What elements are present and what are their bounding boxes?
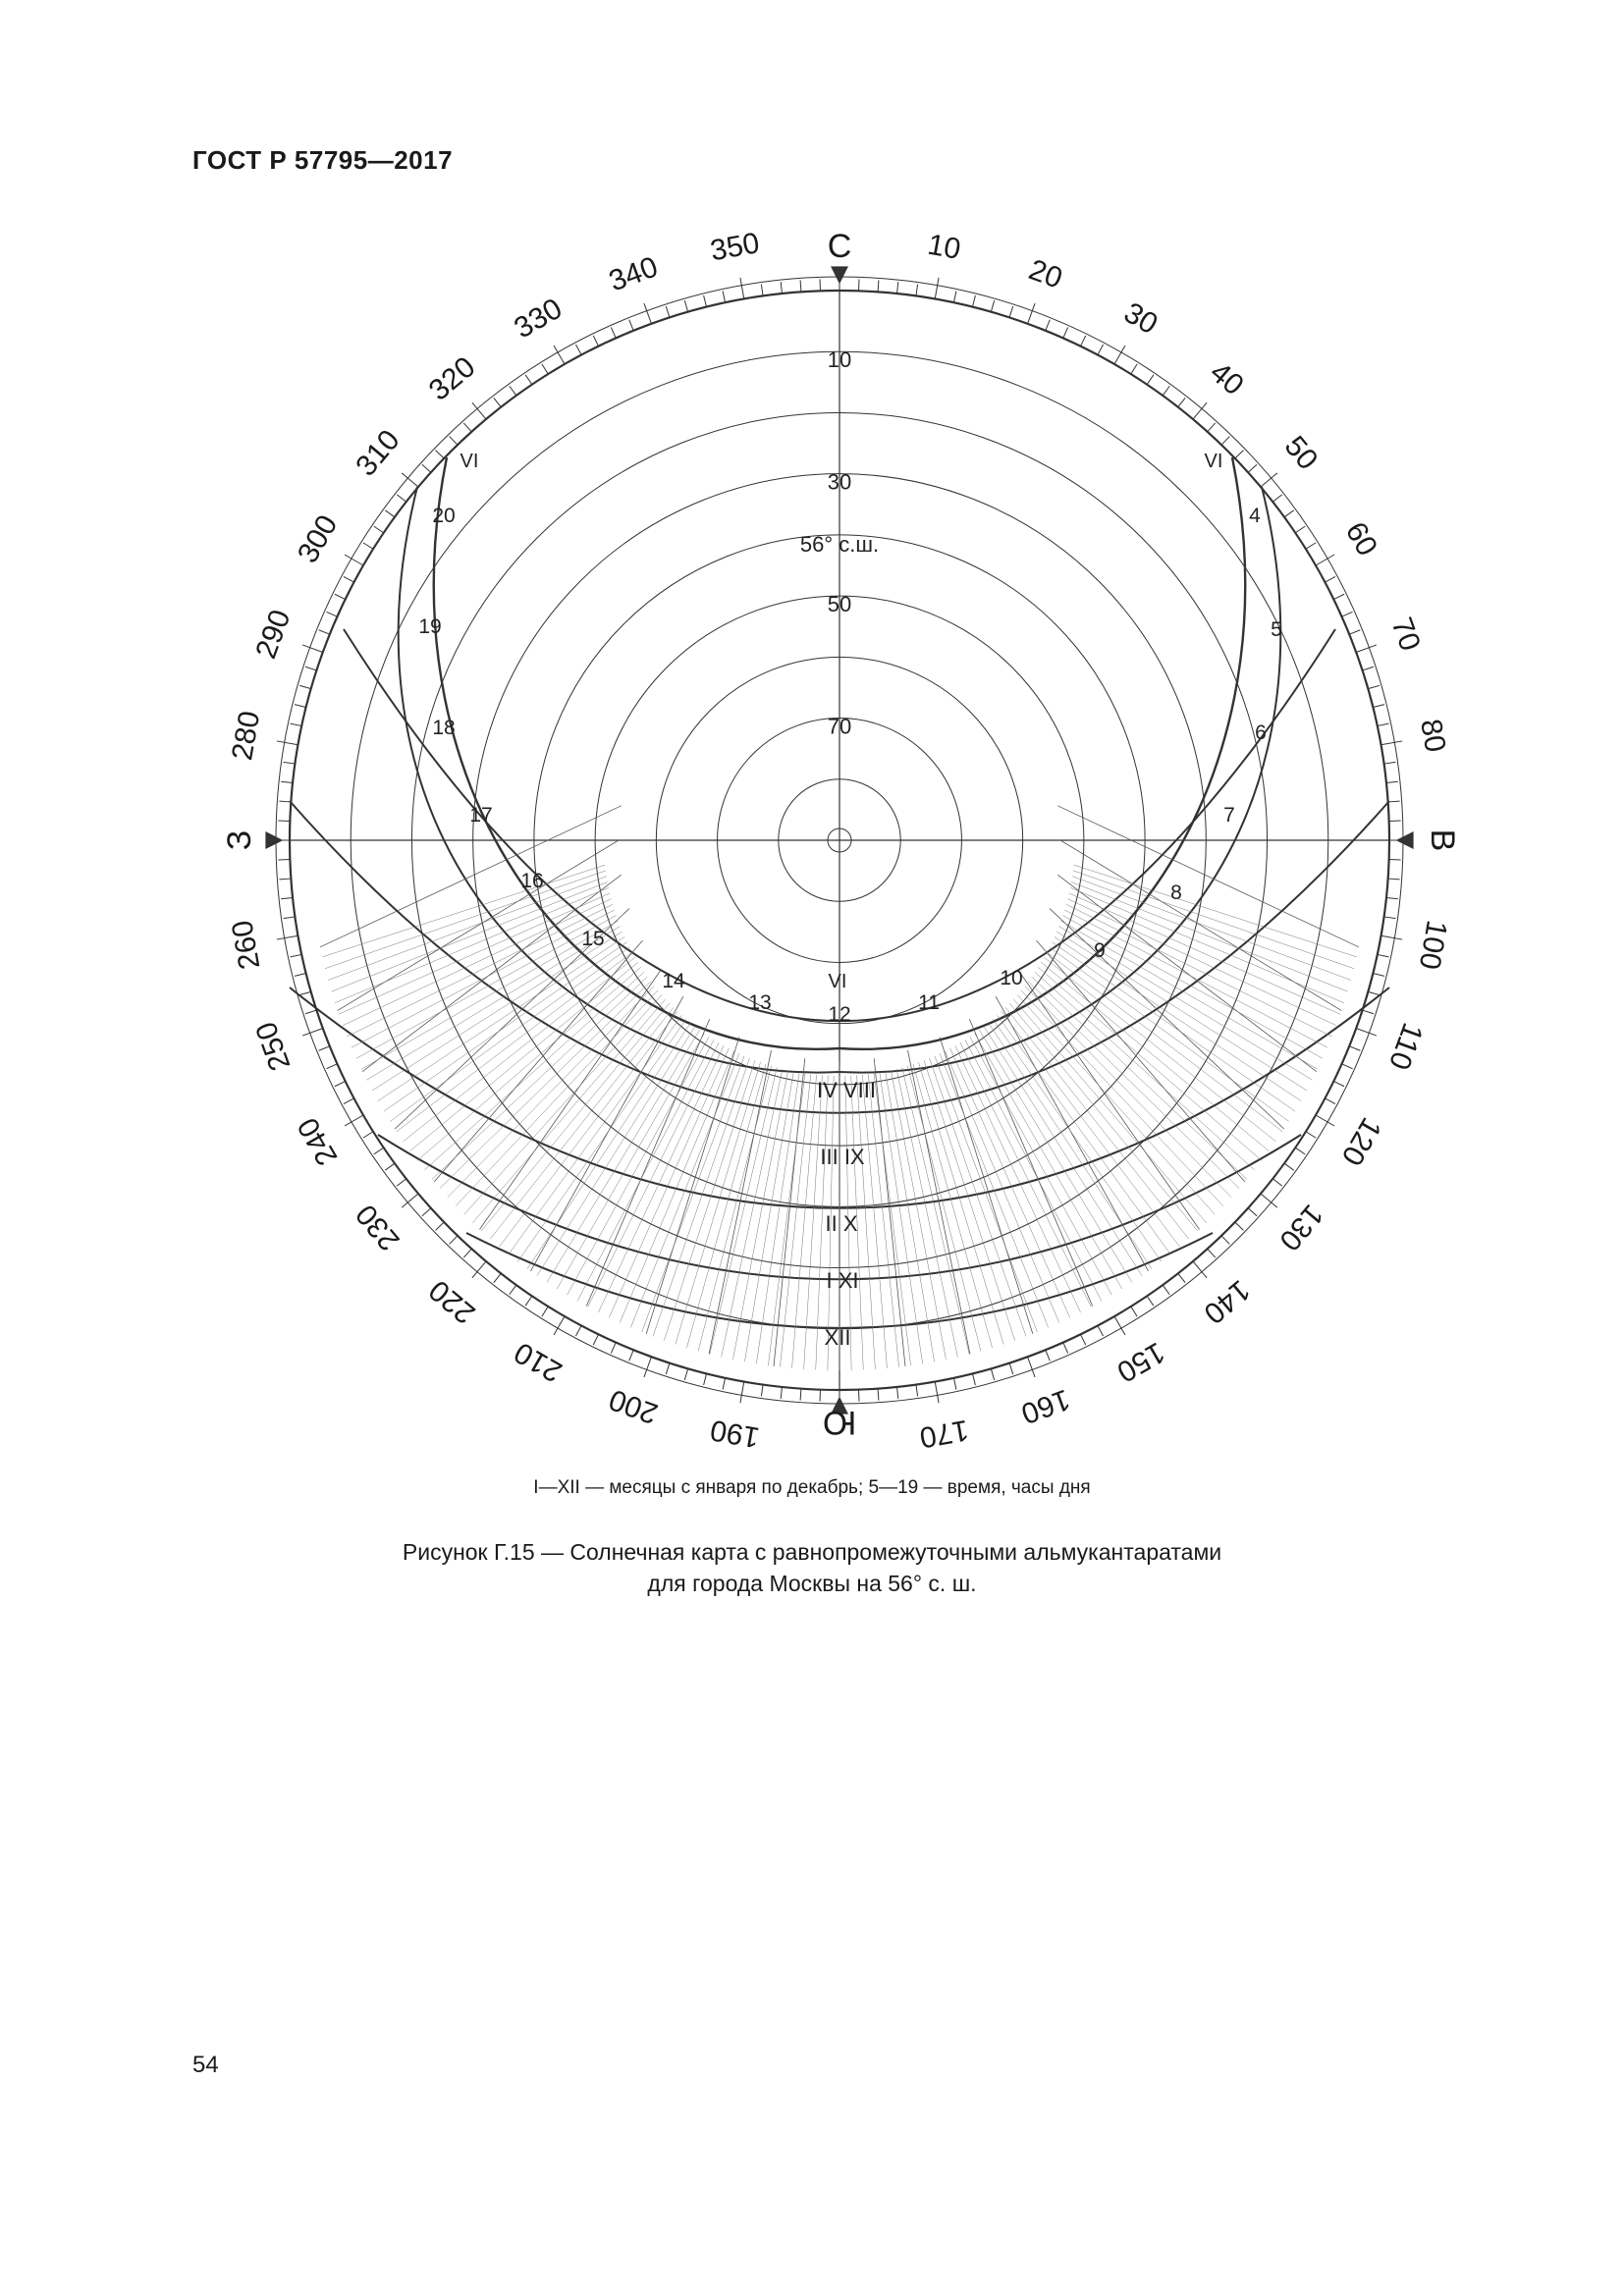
azimuth-label: 80 [1414, 717, 1452, 755]
azimuth-label: 50 [1277, 430, 1325, 476]
hour-label: 11 [918, 991, 940, 1014]
scale-tick [319, 630, 330, 634]
scale-tick [397, 495, 406, 502]
scale-tick [666, 1363, 670, 1374]
scale-tick [374, 526, 384, 533]
hatch-line [378, 936, 624, 1100]
hatch-line [710, 1067, 777, 1354]
hatch-line [868, 1074, 898, 1366]
scale-tick [991, 1368, 994, 1380]
document-header: ГОСТ Р 57795—2017 [192, 145, 454, 175]
month-label-mar-sep: III IX [820, 1145, 865, 1169]
scale-tick [972, 295, 975, 307]
scale-tick [781, 282, 782, 294]
hour-label: 5 [1271, 618, 1282, 641]
scale-tick [397, 1179, 406, 1186]
scale-tick [281, 781, 293, 782]
scale-tick [1386, 898, 1398, 899]
hatch-line [955, 1045, 1081, 1312]
hatch-line [880, 1072, 923, 1363]
hatch-line [339, 893, 610, 1014]
scale-tick [344, 576, 354, 582]
scale-tick [1380, 741, 1402, 745]
scale-tick [1080, 1334, 1085, 1345]
hour-line [874, 1058, 905, 1366]
azimuth-label: 120 [1334, 1111, 1388, 1171]
scale-tick [1378, 723, 1389, 725]
latitude-label: 56° с.ш. [799, 532, 880, 557]
scale-tick [510, 386, 516, 396]
hour-label: 15 [581, 928, 605, 950]
month-label-vi-bottom: VI [828, 971, 847, 992]
hatch-line [322, 865, 605, 957]
hour-label: 4 [1249, 505, 1261, 527]
scale-tick [305, 667, 316, 670]
hatch-line [1047, 952, 1282, 1132]
caption-line-2: для города Москвы на 56° с. ш. [647, 1571, 977, 1596]
scale-tick [284, 917, 296, 919]
hatch-line [1038, 967, 1262, 1160]
hatch-line [1070, 887, 1344, 1002]
scale-tick [1368, 685, 1380, 688]
scale-tick [1235, 451, 1244, 458]
scale-tick [1248, 1208, 1257, 1216]
hatch-line [642, 1056, 745, 1332]
azimuth-label: 240 [291, 1111, 345, 1171]
scale-tick [1386, 781, 1398, 782]
hour-label: 18 [432, 717, 456, 739]
scale-tick [1363, 1010, 1374, 1014]
hatch-line [1021, 990, 1223, 1206]
hatch-line [1074, 865, 1357, 957]
scale-tick [1284, 1163, 1294, 1170]
scale-tick [1221, 1236, 1229, 1245]
hatch-line [907, 1066, 981, 1352]
azimuth-label: 110 [1381, 1018, 1430, 1074]
altitude-label: 10 [827, 347, 852, 373]
figure-legend: I—XII — месяцы с января по декабрь; 5—19 — время, часы дня [533, 1477, 1091, 1498]
scale-tick [991, 300, 994, 312]
scale-tick [1380, 935, 1402, 939]
scale-tick [436, 1222, 445, 1230]
azimuth-label: 300 [291, 509, 345, 569]
scale-tick [284, 762, 296, 764]
hatch-line [440, 982, 651, 1189]
scale-tick [1388, 879, 1400, 880]
azimuth-label: 150 [1110, 1335, 1170, 1389]
scale-tick [704, 295, 707, 307]
scale-tick [723, 291, 725, 302]
scale-tick [740, 278, 744, 299]
scale-tick [299, 685, 311, 688]
scale-tick [1028, 1357, 1036, 1377]
altitude-label: 70 [827, 714, 852, 739]
azimuth-label: 170 [917, 1413, 972, 1454]
month-label-vi-left: VI [460, 451, 479, 472]
month-label-jan-nov: I XI [826, 1268, 859, 1293]
scale-tick [1114, 346, 1125, 364]
azimuth-label: 320 [422, 350, 482, 407]
scale-tick [684, 1368, 687, 1380]
scale-tick [542, 1307, 548, 1316]
hour-label: 19 [418, 615, 442, 638]
hatch-line [744, 1071, 793, 1362]
scale-tick [800, 280, 801, 292]
scale-tick [326, 612, 337, 616]
hatch-line [490, 1007, 674, 1239]
compass-east: В [1424, 828, 1461, 852]
azimuth-label: 210 [509, 1335, 568, 1389]
scale-tick [319, 1046, 330, 1050]
scale-tick [295, 705, 306, 708]
hatch-line [361, 921, 618, 1069]
month-label-feb-oct: II X [825, 1211, 858, 1236]
scale-tick [644, 1357, 652, 1377]
hatch-line [780, 1074, 810, 1366]
scale-tick [305, 1010, 316, 1014]
caption-line-1: Рисунок Г.15 — Солнечная карта с равнопромежуточными альмукантаратами [402, 1539, 1222, 1565]
azimuth-label: 280 [226, 708, 267, 763]
scale-tick [450, 437, 458, 446]
azimuth-label: 60 [1338, 516, 1384, 561]
scale-tick [374, 1148, 384, 1154]
hour-line [338, 840, 619, 1011]
scale-tick [1131, 1307, 1137, 1316]
hatch-line [1001, 1011, 1180, 1247]
hatch-line [902, 1067, 969, 1354]
scale-tick [723, 1378, 725, 1390]
hatch-line [886, 1071, 935, 1362]
scale-tick [1356, 1029, 1377, 1037]
scale-tick [335, 594, 346, 599]
scale-tick [277, 935, 298, 939]
scale-tick [1114, 1316, 1125, 1335]
hour-line [774, 1058, 805, 1366]
scale-tick [935, 278, 939, 299]
month-label-vi-right: VI [1204, 451, 1223, 472]
scale-tick [1356, 645, 1377, 653]
hatch-line [874, 1073, 911, 1365]
scale-tick [290, 723, 301, 725]
hatch-line [335, 887, 609, 1002]
scale-tick [740, 1381, 744, 1403]
scale-tick [1178, 1273, 1185, 1282]
scale-tick [1284, 510, 1294, 517]
azimuth-label: 340 [604, 250, 663, 298]
scale-tick [302, 645, 323, 653]
scale-tick [1009, 1363, 1013, 1374]
scale-tick [422, 1208, 431, 1216]
scale-tick [1373, 705, 1384, 708]
scale-tick [1028, 303, 1036, 324]
scale-tick [878, 1389, 879, 1401]
scale-tick [1080, 336, 1085, 347]
hatch-line [432, 977, 647, 1179]
hour-label: 16 [520, 870, 544, 892]
north-arrow [832, 267, 847, 283]
scale-tick [1342, 612, 1353, 616]
scale-tick [761, 1385, 763, 1397]
scale-tick [1131, 364, 1137, 374]
scale-tick [1272, 1179, 1281, 1186]
azimuth-label: 160 [1016, 1382, 1075, 1430]
scale-tick [299, 991, 311, 994]
west-arrow [266, 832, 282, 848]
azimuth-label: 140 [1197, 1273, 1257, 1330]
month-label-dec: XII [824, 1325, 851, 1350]
scale-tick [1295, 1148, 1305, 1154]
scale-tick [494, 398, 501, 406]
scale-tick [1363, 667, 1374, 670]
scale-tick [1325, 576, 1335, 582]
scale-tick [593, 336, 598, 347]
hatch-line [722, 1069, 783, 1358]
scale-tick [345, 1115, 363, 1126]
scale-tick [450, 1236, 458, 1245]
scale-tick [525, 375, 532, 385]
scale-tick [1349, 630, 1360, 634]
azimuth-label: 260 [226, 918, 267, 973]
azimuth-label: 250 [249, 1017, 298, 1076]
scale-tick [1235, 1222, 1244, 1230]
hatch-line [1073, 871, 1354, 969]
scale-tick [344, 1098, 354, 1104]
scale-tick [279, 879, 291, 880]
compass-north: С [827, 228, 852, 265]
hatch-line [1055, 936, 1301, 1100]
scale-tick [295, 973, 306, 976]
scale-tick [897, 282, 898, 294]
hatch-line [935, 1056, 1038, 1332]
scale-tick [1098, 345, 1104, 355]
scale-tick [953, 291, 955, 302]
scale-tick [1316, 1115, 1334, 1126]
hatch-line [653, 1058, 750, 1337]
hatch-line [448, 986, 655, 1197]
scale-tick [525, 1296, 532, 1306]
scale-tick [629, 320, 633, 331]
hatch-line [1028, 982, 1239, 1189]
scale-tick [1147, 375, 1154, 385]
hatch-line [1017, 994, 1215, 1214]
scale-tick [290, 954, 301, 956]
scale-tick [575, 345, 581, 355]
scale-tick [684, 300, 687, 312]
scale-tick [1306, 1132, 1316, 1138]
hatch-line [598, 1045, 724, 1312]
azimuth-label: 190 [707, 1413, 762, 1454]
scale-tick [1178, 398, 1185, 406]
hatch-line [456, 990, 658, 1206]
scale-tick [463, 423, 471, 432]
hatch-line [1025, 986, 1232, 1197]
hour-label: 7 [1223, 804, 1235, 827]
scale-tick [629, 1350, 633, 1361]
scale-tick [916, 1385, 918, 1397]
scale-tick [277, 741, 298, 745]
scale-tick [1208, 1249, 1216, 1257]
scale-tick [935, 1381, 939, 1403]
azimuth-label: 350 [707, 227, 762, 268]
scale-tick [1272, 495, 1281, 502]
hour-label: 10 [1000, 967, 1023, 989]
scale-tick [436, 451, 445, 458]
azimuth-label: 30 [1118, 295, 1164, 342]
scale-tick [385, 510, 395, 517]
scale-tick [1306, 543, 1316, 549]
scale-tick [1333, 1081, 1344, 1086]
hatch-line [732, 1070, 787, 1360]
hatch-line [698, 1066, 772, 1352]
scale-tick [761, 285, 763, 296]
scale-tick [1349, 1046, 1360, 1050]
scale-tick [302, 1029, 323, 1037]
scale-tick [326, 1064, 337, 1069]
scale-tick [611, 327, 616, 338]
azimuth-label: 220 [422, 1273, 482, 1330]
scale-tick [1295, 526, 1305, 533]
scale-tick [1342, 1064, 1353, 1069]
scale-tick [1316, 555, 1334, 565]
scale-tick [593, 1334, 598, 1345]
scale-tick [345, 555, 363, 565]
scale-tick [494, 1273, 501, 1282]
scale-tick [781, 1387, 782, 1399]
hatch-line [891, 1070, 946, 1360]
hatch-line [1032, 977, 1247, 1179]
hatch-line [896, 1069, 957, 1358]
scale-tick [916, 285, 918, 296]
month-label-apr-aug: IV VIII [817, 1078, 876, 1102]
scale-tick [575, 1325, 581, 1336]
scale-tick [1009, 306, 1013, 317]
azimuth-label: 100 [1412, 918, 1453, 973]
hour-label: 13 [748, 991, 772, 1014]
scale-tick [1208, 423, 1216, 432]
hatch-line [325, 871, 606, 969]
scale-tick [611, 1343, 616, 1354]
hatch-line [1005, 1007, 1189, 1239]
scale-tick [644, 303, 652, 324]
compass-west: З [221, 829, 258, 851]
hatch-line [499, 1011, 677, 1247]
scale-tick [542, 364, 548, 374]
scale-tick [1248, 464, 1257, 472]
hatch-line [1064, 910, 1327, 1047]
azimuth-label: 10 [925, 228, 963, 266]
scale-tick [422, 464, 431, 472]
altitude-label: 30 [827, 469, 852, 495]
east-arrow [1397, 832, 1413, 848]
scale-tick [704, 1373, 707, 1385]
scale-tick [1325, 1098, 1335, 1104]
azimuth-label: 200 [604, 1382, 663, 1430]
hatch-line [417, 967, 641, 1160]
scale-tick [1046, 320, 1050, 331]
scale-tick [1046, 1350, 1050, 1361]
azimuth-label: 20 [1024, 253, 1067, 295]
hour-label: 9 [1094, 939, 1106, 962]
scale-tick [554, 1316, 565, 1335]
compass-south: Ю [822, 1404, 857, 1441]
scale-tick [800, 1389, 801, 1401]
azimuth-label: 70 [1384, 613, 1427, 656]
azimuth-label: 230 [350, 1198, 406, 1257]
hour-line [1060, 840, 1341, 1011]
scale-tick [878, 280, 879, 292]
scale-tick [1333, 594, 1344, 599]
hatch-line [768, 1073, 805, 1365]
scale-tick [1373, 973, 1384, 976]
scale-tick [1384, 762, 1396, 764]
scale-tick [554, 346, 565, 364]
scale-tick [1098, 1325, 1104, 1336]
hour-label: 17 [469, 804, 493, 827]
scale-tick [1063, 327, 1068, 338]
scale-tick [666, 306, 670, 317]
azimuth-label: 310 [350, 423, 406, 483]
azimuth-label: 290 [249, 605, 298, 664]
scale-tick [281, 898, 293, 899]
scale-tick [1384, 917, 1396, 919]
scale-tick [897, 1387, 898, 1399]
scale-tick [1163, 386, 1169, 396]
altitude-label: 50 [827, 592, 852, 617]
azimuth-label: 130 [1272, 1198, 1329, 1257]
hour-label: 8 [1170, 881, 1182, 904]
azimuth-label: 330 [509, 292, 568, 346]
scale-tick [1163, 1285, 1169, 1295]
scale-tick [972, 1373, 975, 1385]
hatch-line [464, 994, 662, 1214]
scale-tick [1378, 954, 1389, 956]
hour-line [1057, 806, 1359, 947]
azimuth-label: 40 [1204, 355, 1250, 402]
scale-tick [335, 1081, 346, 1086]
scale-tick [1368, 991, 1380, 994]
scale-tick [510, 1285, 516, 1295]
hour-label: 12 [828, 1003, 851, 1026]
figure-caption [0, 1536, 1624, 1599]
scale-tick [1221, 437, 1229, 446]
scale-tick [363, 543, 373, 549]
page-number: 54 [192, 2052, 219, 2078]
scale-tick [1063, 1343, 1068, 1354]
scale-tick [363, 1132, 373, 1138]
hour-line [320, 806, 622, 947]
hatch-line [352, 910, 615, 1047]
scale-tick [463, 1249, 471, 1257]
hour-label: 6 [1255, 721, 1267, 744]
hatch-line [929, 1058, 1026, 1337]
scale-tick [385, 1163, 395, 1170]
scale-tick [953, 1378, 955, 1390]
hour-label: 14 [662, 970, 685, 992]
hatch-line [397, 952, 632, 1132]
hatch-line [756, 1072, 799, 1363]
hatch-line [1069, 893, 1340, 1014]
hour-label: 20 [432, 505, 456, 527]
scale-tick [1147, 1296, 1154, 1306]
